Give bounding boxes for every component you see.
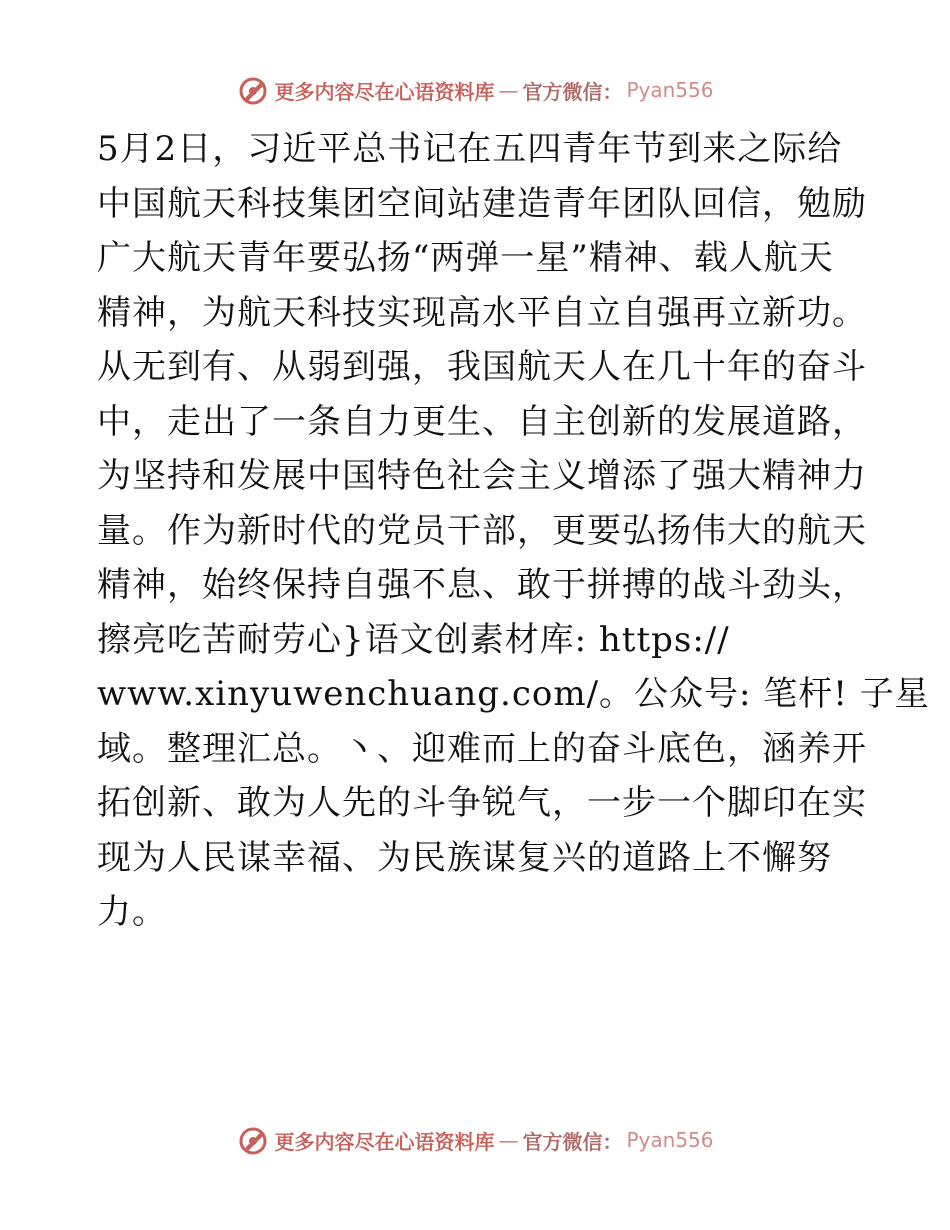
watermark-separator: —: [498, 1128, 519, 1152]
body-line: 精神，始终保持自强不息、敢于拼搏的战斗劲头，: [97, 565, 867, 605]
body-line: 力。: [97, 892, 167, 932]
body-line: 擦亮吃苦耐劳心}语文创素材库: https://: [97, 619, 730, 660]
body-line: www.xinyuwenchuang.com/。公众号: 笔杆! 子星: [97, 674, 930, 714]
body-line: 从无到有、从弱到强，我国航天人在几十年的奋斗: [97, 347, 867, 387]
quill-seal-logo: [236, 1123, 270, 1157]
body-line: 中国航天科技集团空间站建造青年团队回信，勉励: [97, 183, 867, 224]
body-line: 为坚持和发展中国特色社会主义增添了强大精神力: [97, 456, 867, 496]
body-line: 量。作为新时代的党员干部，更要弘扬伟大的航天: [97, 510, 867, 551]
document-body: [97, 122, 930, 940]
watermark-label: 官方微信：: [522, 1129, 623, 1154]
body-line: 拓创新、敢为人先的斗争锐气，一步一个脚印在实: [97, 783, 867, 823]
watermark-separator: —: [498, 78, 519, 102]
watermark-label: 官方微信：: [522, 79, 623, 104]
body-line: 中，走出了一条自力更生、自主创新的发展道路，: [97, 401, 867, 442]
body-line: 现为人民谋幸福、为民族谋复兴的道路上不懈努: [97, 837, 832, 878]
watermark-id: Pyan556: [626, 78, 714, 102]
body-line: 5月2日，习近平总书记在五四青年节到来之际给: [97, 129, 843, 169]
quill-seal-logo: [236, 73, 270, 107]
watermark-brand: 更多内容尽在心语资料库: [274, 79, 495, 104]
body-line: 精神，为航天科技实现高水平自立自强再立新功。: [97, 292, 867, 333]
watermark-id: Pyan556: [626, 1128, 714, 1152]
watermark-brand: 更多内容尽在心语资料库: [274, 1129, 495, 1154]
body-line: 域。整理汇总。丶、迎难而上的奋斗底色，涵养开: [97, 728, 867, 769]
header-watermark: [0, 70, 950, 110]
footer-watermark: [0, 1120, 950, 1160]
body-line: 广大航天青年要弘扬“两弹一星”精神、载人航天: [97, 238, 834, 278]
